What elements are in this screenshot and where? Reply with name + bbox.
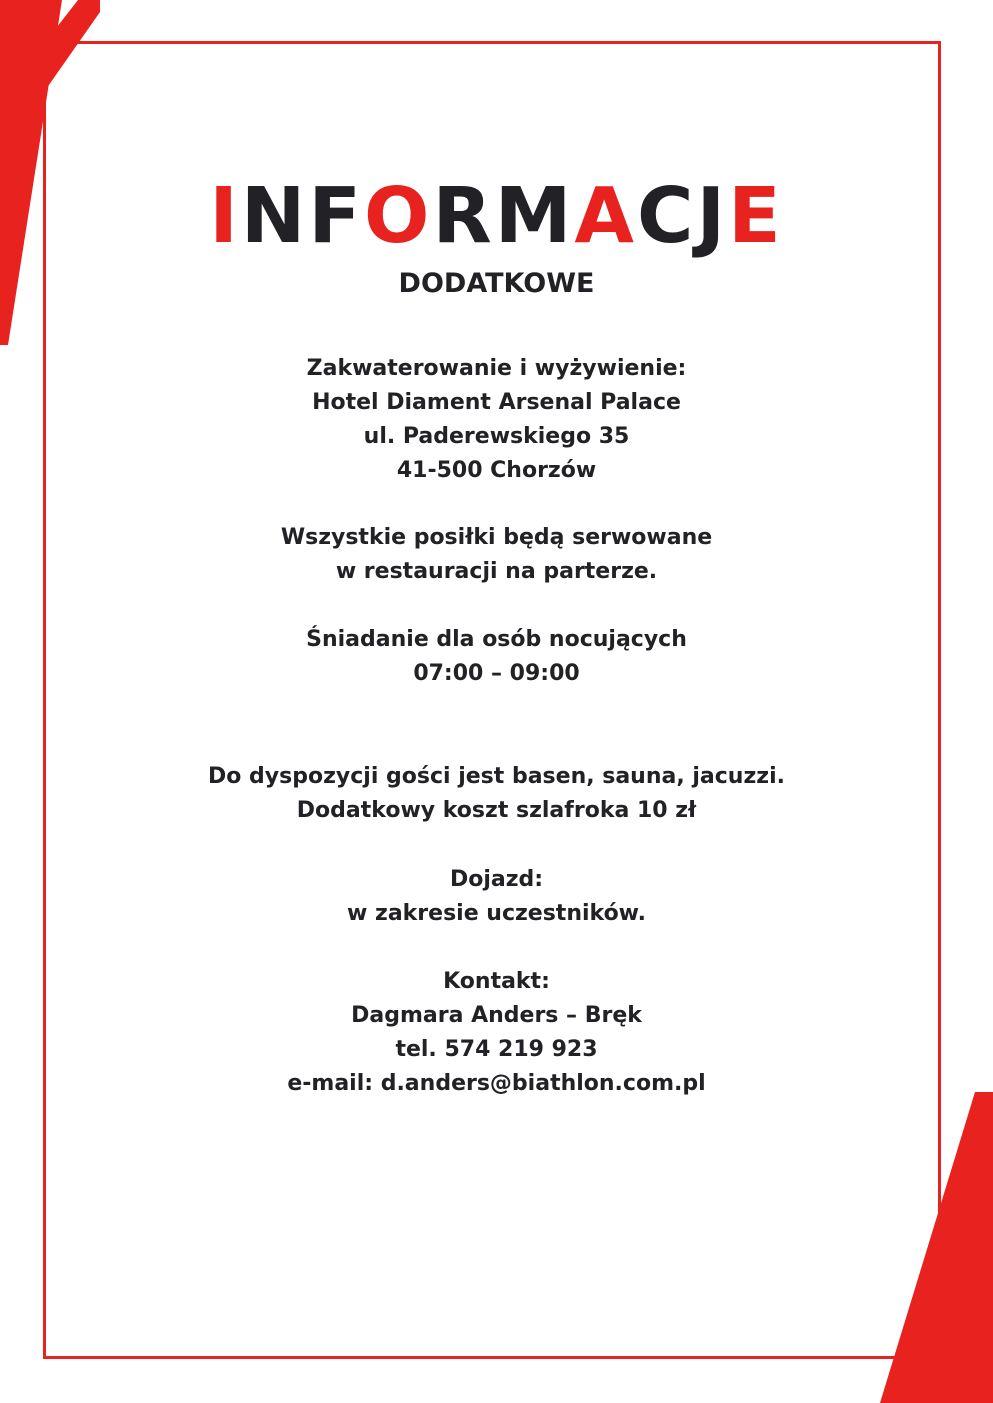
contact-heading: Kontakt: bbox=[443, 969, 550, 994]
hotel-street: ul. Paderewskiego 35 bbox=[363, 424, 630, 449]
title-letter: A bbox=[574, 172, 637, 261]
meals-line-1: Wszystkie posiłki będą serwowane bbox=[280, 525, 713, 550]
breakfast-heading: Śniadanie dla osób nocujących bbox=[306, 627, 687, 652]
title-letter: I bbox=[209, 172, 241, 261]
page-title bbox=[0, 172, 993, 262]
title-letter: E bbox=[728, 172, 784, 261]
title-letter: R bbox=[432, 172, 495, 261]
amenities-line-1: Do dyspozycji gości jest basen, sauna, jacuzzi. bbox=[208, 764, 785, 789]
contact-phone: tel. 574 219 923 bbox=[395, 1037, 598, 1062]
hotel-city: 41-500 Chorzów bbox=[396, 458, 597, 483]
title-letter: O bbox=[363, 172, 433, 261]
title-letter: N bbox=[240, 172, 309, 261]
accommodation-section bbox=[0, 352, 993, 488]
hotel-name: Hotel Diament Arsenal Palace bbox=[312, 390, 681, 415]
breakfast-section bbox=[0, 623, 993, 691]
title-letter: J bbox=[696, 172, 729, 261]
transport-section bbox=[0, 863, 993, 931]
breakfast-hours: 07:00 – 09:00 bbox=[413, 661, 580, 686]
page-subtitle: DODATKOWE bbox=[398, 268, 595, 299]
transport-info: w zakresie uczestników. bbox=[347, 901, 646, 926]
meals-section bbox=[0, 521, 993, 589]
amenities-section bbox=[0, 760, 993, 828]
contact-email[interactable]: e-mail: d.anders@biathlon.com.pl bbox=[287, 1071, 706, 1096]
title-letter: C bbox=[636, 172, 697, 261]
meals-line-2: w restauracji na parterze. bbox=[335, 559, 658, 584]
amenities-line-2: Dodatkowy koszt szlafroka 10 zł bbox=[296, 798, 697, 823]
title-letter: F bbox=[308, 172, 364, 261]
title-letter: M bbox=[494, 172, 575, 261]
transport-heading: Dojazd: bbox=[449, 867, 544, 892]
contact-name: Dagmara Anders – Bręk bbox=[351, 1003, 642, 1028]
contact-section bbox=[0, 965, 993, 1101]
accommodation-heading: Zakwaterowanie i wyżywienie: bbox=[306, 356, 687, 381]
